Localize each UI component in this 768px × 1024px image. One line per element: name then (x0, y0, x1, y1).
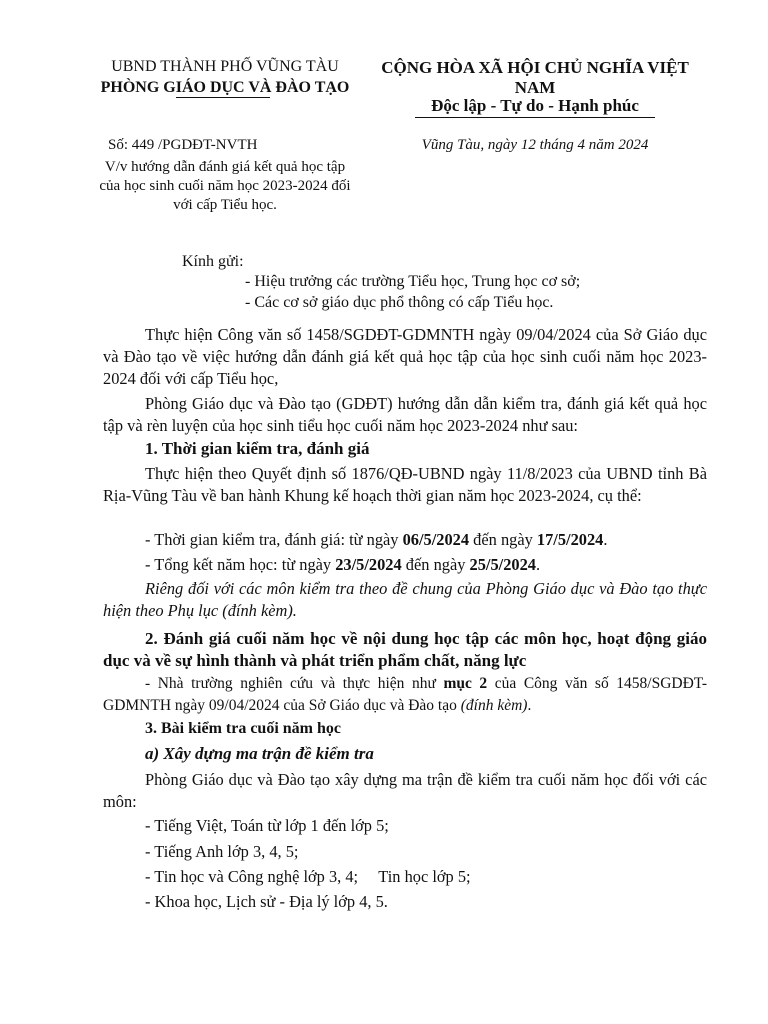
subject-list-item: - Tin học và Công nghệ lớp 3, 4; Tin học lớp 5; (145, 867, 471, 886)
section-1-heading: 1. Thời gian kiểm tra, đánh giá (145, 439, 370, 458)
attachment-note: (đính kèm) (460, 697, 528, 714)
end-date: 25/5/2024 (469, 555, 537, 574)
end-date: 17/5/2024 (536, 530, 604, 549)
section-1-note: Riêng đối với các môn kiểm tra theo đề chung của Phòng Giáo dục và Đào tạo thực hiện theo Phụ lục (đính kèm). (103, 579, 707, 620)
document-number: Số: 449 /PGDĐT-NVTH (108, 137, 258, 153)
header-divider-left (176, 97, 270, 98)
intro-paragraph: Thực hiện Công văn số 1458/SGDĐT-GDMNTH ngày 09/04/2024 của Sở Giáo dục và Đào tạo về việc hướng dẫn đánh giá kết quả học tập của học sinh cuối năm học 2023-2024 đối với cấp Tiểu học, (103, 325, 707, 388)
recipients-label: Kính gửi: (182, 253, 244, 270)
section-3a-paragraph: Phòng Giáo dục và Đào tạo xây dựng ma trận đề kiểm tra cuối năm học đối với các môn: (103, 770, 707, 811)
national-title: CỘNG HÒA XÃ HỘI CHỦ NGHĨA VIỆT NAM (381, 58, 689, 97)
place-date: Vũng Tàu, ngày 12 tháng 4 năm 2024 (421, 137, 649, 153)
bullet-text: - Thời gian kiểm tra, đánh giá: từ ngày (145, 530, 403, 549)
paragraph-text: - Nhà trường nghiên cứu và thực hiện như (145, 675, 444, 692)
document-subject: V/v hướng dẫn đánh giá kết quả học tập của học sinh cuối năm học 2023-2024 đối với cấp Tiểu học. (99, 159, 351, 213)
section-2-heading: 2. Đánh giá cuối năm học về nội dung học tập các môn học, hoạt động giáo dục và về sự hình thành và phát triển phẩm chất, năng lực (103, 629, 707, 670)
bullet-text: đến ngày (469, 530, 537, 549)
section-1-bullet-year-end (145, 555, 540, 575)
bullet-text: . (536, 555, 541, 574)
bullet-text: - Tổng kết năm học: từ ngày (145, 555, 336, 574)
issuing-authority: UBND THÀNH PHỐ VŨNG TÀU (111, 58, 339, 75)
subject-list-item: - Tiếng Anh lớp 3, 4, 5; (145, 842, 299, 861)
recipient-item: - Các cơ sở giáo dục phổ thông có cấp Tiểu học. (245, 294, 554, 311)
section-2-paragraph (103, 673, 707, 717)
start-date: 23/5/2024 (335, 555, 402, 574)
scope-paragraph: Phòng Giáo dục và Đào tạo (GDĐT) hướng dẫn dẫn kiểm tra, đánh giá kết quả học tập và rèn luyện của học sinh tiểu học cuối năm học 2023-2024 như sau: (103, 394, 707, 435)
start-date: 06/5/2024 (402, 530, 470, 549)
section-1-bullet-testing-period (145, 530, 608, 550)
recipient-item: - Hiệu trưởng các trường Tiểu học, Trung học cơ sở; (245, 273, 581, 290)
subject-list-item: - Khoa học, Lịch sử - Địa lý lớp 4, 5. (145, 892, 388, 911)
section-3a-heading: a) Xây dựng ma trận đề kiểm tra (145, 744, 374, 763)
reference-item: mục 2 (443, 675, 488, 692)
bullet-text: đến ngày (401, 555, 470, 574)
header-divider-right (415, 117, 655, 118)
paragraph-text: . (527, 697, 532, 714)
subject-list-item: - Tiếng Việt, Toán từ lớp 1 đến lớp 5; (145, 816, 389, 835)
section-3-heading: 3. Bài kiểm tra cuối năm học (145, 720, 341, 737)
national-motto: Độc lập - Tự do - Hạnh phúc (431, 96, 639, 115)
section-1-paragraph: Thực hiện theo Quyết định số 1876/QĐ-UBND ngày 11/8/2023 của UBND tỉnh Bà Rịa-Vũng Tàu về ban hành Khung kế hoạch thời gian năm học 2023-2024, cụ thể: (103, 464, 707, 505)
issuing-department: PHÒNG GIÁO DỤC VÀ ĐÀO TẠO (100, 79, 350, 96)
paragraph-text: của Công văn số 1458/SGDĐT-GDMNTH ngày 09/04/2024 của Sở Giáo dục và Đào tạo (103, 675, 707, 714)
bullet-text: . (603, 530, 608, 549)
